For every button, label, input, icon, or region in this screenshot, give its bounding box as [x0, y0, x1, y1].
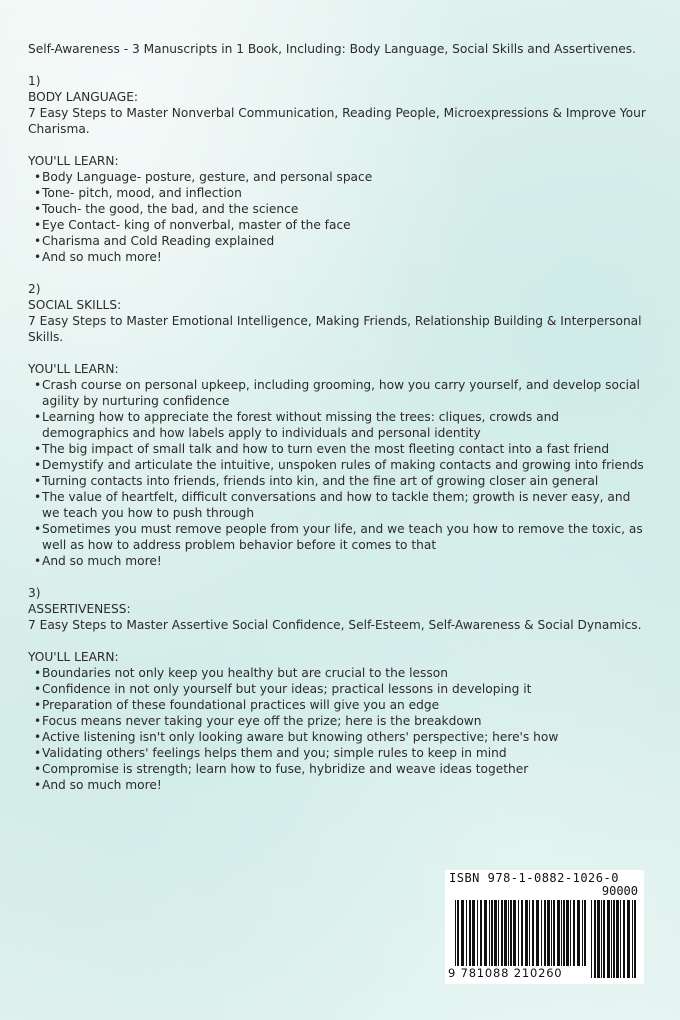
learn-label: YOU'LL LEARN:	[28, 362, 119, 376]
learn-label: YOU'LL LEARN:	[28, 650, 119, 664]
barcode-bar	[561, 900, 562, 966]
bullet-item: • Demystify and articulate the intuitive, unspoken rules of making contacts and growing into friends	[34, 457, 648, 473]
book-title-line: Self-Awareness - 3 Manuscripts in 1 Book, Including: Body Language, Social Skills and Assertivenes.	[28, 42, 636, 56]
barcode-bar	[510, 900, 512, 966]
section-social-skills	[28, 281, 648, 569]
barcode-bar	[484, 900, 487, 966]
barcode-bar	[521, 900, 523, 966]
section-number: 1)	[28, 74, 41, 88]
barcode-bar	[577, 900, 580, 966]
bullet-item: • Crash course on personal upkeep, including grooming, how you carry yourself, and develop social agility by nurturing confidence	[34, 377, 648, 409]
barcode-bar	[472, 900, 475, 966]
barcode-bar	[491, 900, 493, 966]
barcode-bar	[620, 900, 621, 978]
barcode-bar	[582, 900, 583, 966]
barcode-bar	[529, 900, 530, 966]
bullet-list	[28, 665, 648, 793]
isbn-text: ISBN 978-1-0882-1026-0	[449, 871, 619, 885]
bullet-item: • Touch- the good, the bad, and the science	[34, 201, 648, 217]
barcode-bar	[597, 900, 600, 978]
barcode-bar	[541, 900, 542, 966]
barcode-bar	[501, 900, 503, 966]
barcode-bar	[469, 900, 471, 966]
ean-barcode-bars	[455, 900, 587, 966]
bullet-item: • Active listening isn't only looking aware but knowing others' perspective; here's how	[34, 729, 648, 745]
barcode-bar	[573, 900, 575, 966]
bullet-item: • Learning how to appreciate the forest without missing the trees: cliques, crowds and demographics and how labels apply to individuals and personal identity	[34, 409, 648, 441]
barcode-bar	[566, 900, 569, 966]
barcode-bar	[547, 900, 550, 966]
bullet-item: • Focus means never taking your eye off the prize; here is the breakdown	[34, 713, 648, 729]
barcode-bar	[504, 900, 507, 966]
bullet-item: • The value of heartfelt, difficult conversations and how to tackle them; growth is never easy, and we teach you how to push through	[34, 489, 648, 521]
bullet-item: • Confidence in not only yourself but your ideas; practical lessons in developing it	[34, 681, 648, 697]
barcode-bar	[457, 900, 459, 966]
barcode-bar	[616, 900, 619, 978]
barcode-bar	[508, 900, 509, 966]
section-subtitle: 7 Easy Steps to Master Emotional Intelligence, Making Friends, Relationship Building & Interpersonal Skills.	[28, 314, 642, 344]
bullet-item: • And so much more!	[34, 777, 648, 793]
section-heading: SOCIAL SKILLS:	[28, 298, 122, 312]
bullet-item: • Charisma and Cold Reading explained	[34, 233, 648, 249]
barcode-bar	[601, 900, 602, 978]
barcode-bar	[611, 900, 612, 978]
bullet-item: • Validating others' feelings helps them and you; simple rules to keep in mind	[34, 745, 648, 761]
barcode-bar	[513, 900, 516, 966]
bullet-item: • Turning contacts into friends, friends into kin, and the fine art of growing closer ain general	[34, 473, 648, 489]
bullet-item: • Body Language- posture, gesture, and personal space	[34, 169, 648, 185]
ean-digits: 9 781088 210260	[448, 966, 563, 980]
section-assertiveness	[28, 585, 648, 793]
section-subtitle: 7 Easy Steps to Master Nonverbal Communication, Reading People, Microexpressions & Improve Your Charisma.	[28, 106, 646, 136]
section-number: 3)	[28, 586, 41, 600]
price-code: 90000	[601, 884, 638, 898]
bullet-item: • Preparation of these foundational practices will give you an edge	[34, 697, 648, 713]
bullet-item: • Eye Contact- king of nonverbal, master of the face	[34, 217, 648, 233]
section-body-language	[28, 73, 648, 265]
barcode-bar	[461, 900, 464, 966]
barcode-bar	[455, 900, 456, 966]
bullet-item: • Boundaries not only keep you healthy but are crucial to the lesson	[34, 665, 648, 681]
barcode-bar	[494, 900, 497, 966]
barcode-bar	[466, 900, 467, 966]
barcode-bar	[557, 900, 560, 966]
barcode-bar	[591, 900, 592, 978]
addon-barcode-bars	[591, 900, 637, 978]
barcode-bar	[477, 900, 478, 966]
barcode-bar	[563, 900, 565, 966]
back-cover-text	[28, 41, 648, 793]
bullet-item: • Tone- pitch, mood, and inflection	[34, 185, 648, 201]
barcode-bar	[525, 900, 528, 966]
barcode-bar	[553, 900, 555, 966]
bullet-item: • The big impact of small talk and how to turn even the most fleeting contact into a fast friend	[34, 441, 648, 457]
bullet-list	[28, 169, 648, 265]
bullet-item: • And so much more!	[34, 553, 648, 569]
barcode-bar	[532, 900, 534, 966]
barcode-bar	[489, 900, 490, 966]
barcode-bar	[607, 900, 610, 978]
section-subtitle: 7 Easy Steps to Master Assertive Social Confidence, Self-Esteem, Self-Awareness & Social Dynamics.	[28, 618, 642, 632]
barcode-bar	[536, 900, 539, 966]
barcode-bar	[584, 900, 586, 966]
isbn-barcode	[445, 870, 644, 984]
barcode-bar	[498, 900, 499, 966]
section-number: 2)	[28, 282, 41, 296]
learn-label: YOU'LL LEARN:	[28, 154, 119, 168]
bullet-item: • And so much more!	[34, 249, 648, 265]
barcode-bar	[518, 900, 519, 966]
barcode-bar	[627, 900, 630, 978]
barcode-bar	[544, 900, 546, 966]
barcode-bar	[623, 900, 625, 978]
barcode-bar	[603, 900, 605, 978]
section-heading: ASSERTIVENESS:	[28, 602, 131, 616]
bullet-list	[28, 377, 648, 569]
barcode-bar	[632, 900, 633, 978]
barcode-bar	[634, 900, 636, 978]
barcode-bar	[594, 900, 596, 978]
bullet-item: • Compromise is strength; learn how to fuse, hybridize and weave ideas together	[34, 761, 648, 777]
barcode-bar	[570, 900, 571, 966]
barcode-bar	[613, 900, 615, 978]
section-heading: BODY LANGUAGE:	[28, 90, 139, 104]
bullet-item: • Sometimes you must remove people from your life, and we teach you how to remove the toxic, as well as how to address problem behavior before it comes to that	[34, 521, 648, 553]
barcode-bar	[480, 900, 482, 966]
barcode-bar	[551, 900, 552, 966]
